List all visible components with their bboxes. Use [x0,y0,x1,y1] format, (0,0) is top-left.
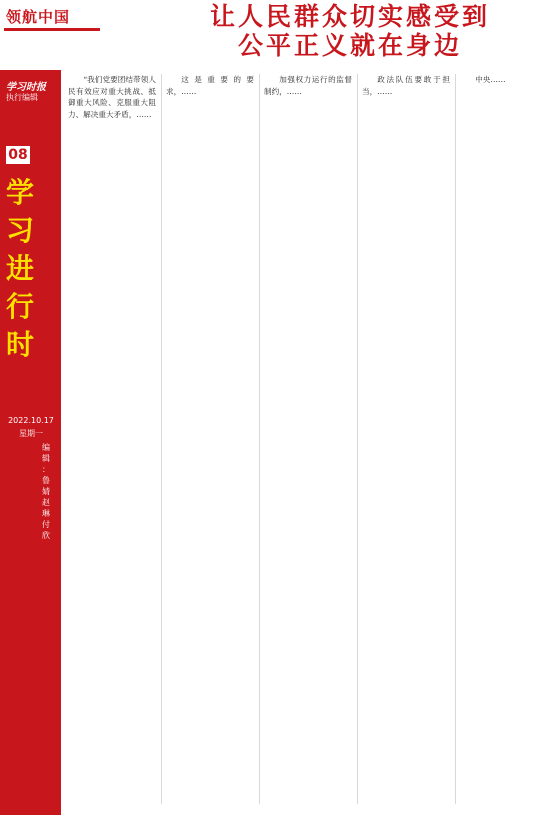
headline-line-2: 公平正义就在身边 [237,31,462,60]
article-column-5 [460,74,552,804]
editor-tag: 执行编辑 [6,93,38,102]
column-name-char: 时 [6,328,35,361]
masthead-logo: 学习时报 [6,82,46,93]
article-column-1 [68,74,156,804]
article-paragraph: 这是重要的要求，…… [166,75,254,96]
article-paragraph: 加强权力运行的监督制约，…… [264,75,352,96]
column-divider [161,74,162,804]
issue-weekday: 星期一 [19,429,43,438]
column-divider [357,74,358,804]
column-divider [259,74,260,804]
headline-line-1: 让人民群众切实感受到 [209,2,490,31]
column-name-char: 进 [6,252,35,285]
column-name-char: 学 [6,176,35,209]
headline [148,2,552,60]
section-rule [4,28,100,31]
article-column-3 [264,74,352,804]
article-paragraph: 中央…… [475,75,506,84]
section-label: 领航中国 [6,8,71,26]
issue-date: 2022.10.17 [8,416,54,425]
article-column-4 [362,74,450,804]
left-rail [0,70,61,815]
column-name-char: 行 [6,290,35,323]
column-divider [455,74,456,804]
page-number: 08 [6,146,30,164]
column-name-char: 习 [6,214,35,247]
page-header [0,0,560,62]
article-paragraph: “我们党要团结带领人民有效应对重大挑战、抵御重大风险、克服重大阻力、解决重大矛盾，…… [68,75,156,119]
article-paragraph: 政法队伍要敢于担当，…… [362,75,450,96]
article-column-2 [166,74,254,804]
editor-credit: 编 辑 ： 鲁 婧 赵 琳 付 欣 [42,443,50,540]
column-name [6,174,42,364]
